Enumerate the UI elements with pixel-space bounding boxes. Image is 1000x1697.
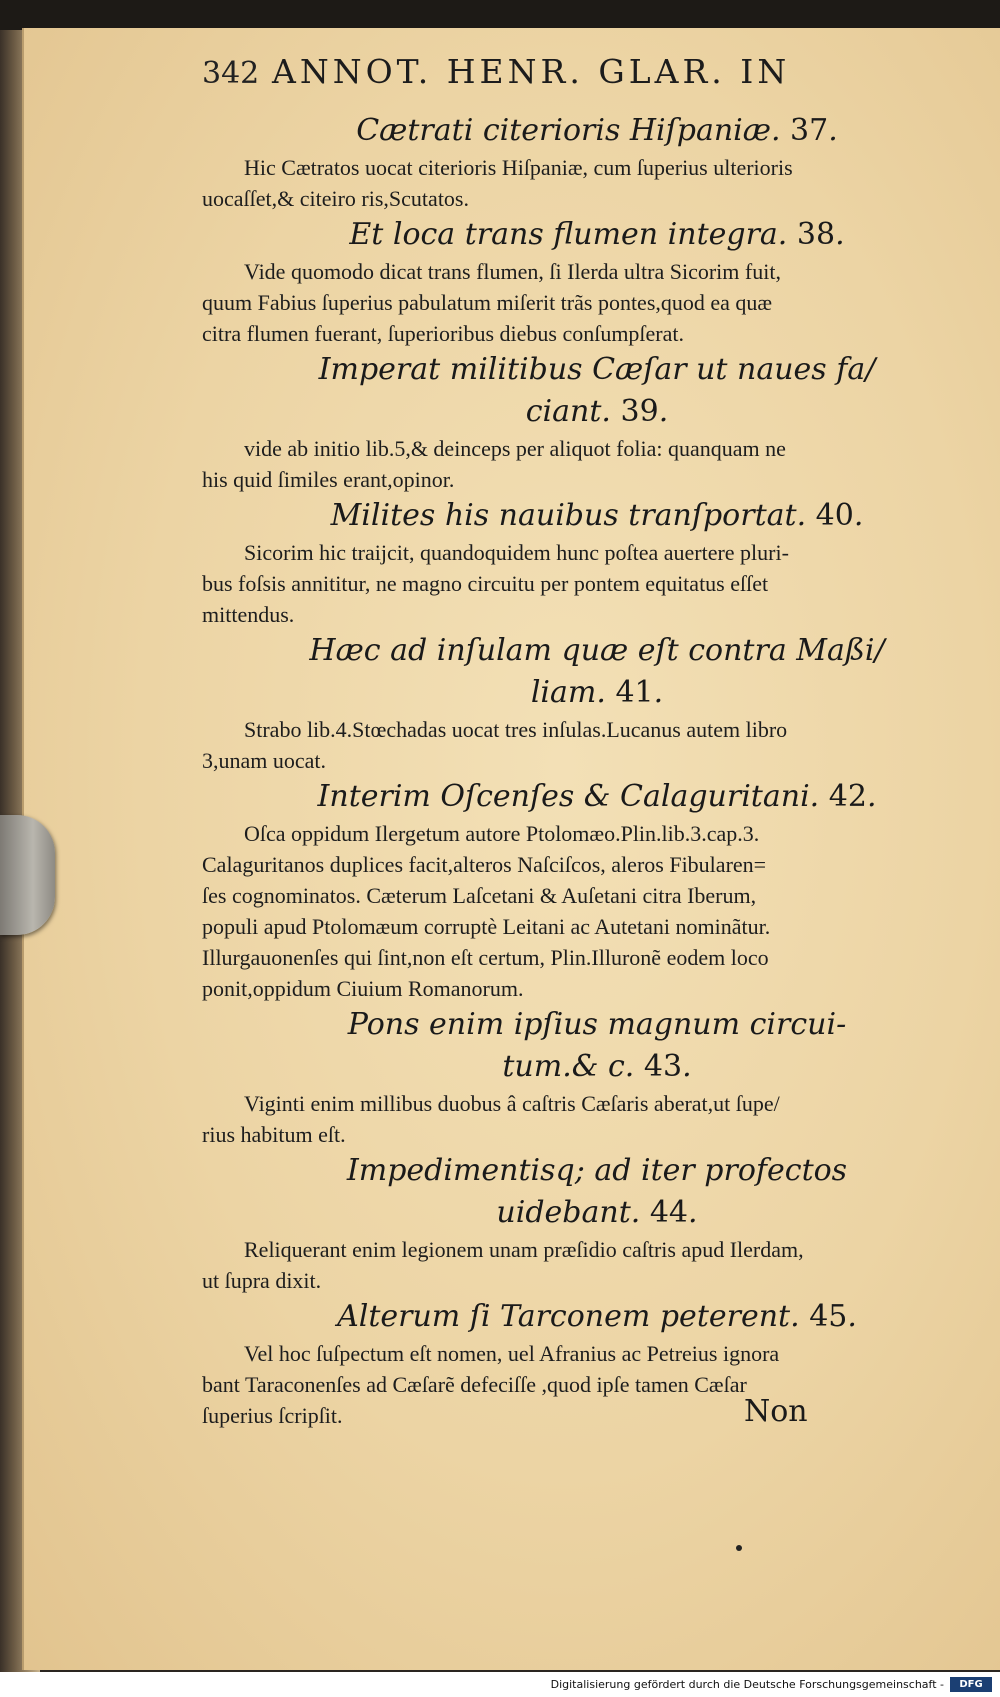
annotation-entry (202, 630, 992, 776)
text-line: his quid ſimiles erant,opinor. (202, 467, 455, 492)
text-line: Oſca oppidum Ilergetum autore Ptolomæo.Plin.lib.3.cap.3. (244, 821, 760, 846)
annotation-entry (202, 776, 992, 1004)
text-line: Vide quomodo dicat trans flumen, ſi Ilerda ultra Sicorim fuit, (244, 259, 781, 284)
annotation-number: 40 (815, 498, 854, 533)
annotation-entry (202, 110, 992, 214)
lemma-text: Et loca trans flumen integra. (349, 217, 788, 252)
annotation-text (202, 714, 992, 776)
text-line: mittendus. (202, 602, 295, 627)
lemma-text: tum.& c. (502, 1049, 635, 1084)
lemma-text: Pons enim ipſius magnum circui- (347, 1007, 847, 1042)
lemma-heading: Et loca trans flumen integra. 38. (349, 217, 845, 252)
folio-number: 342 (202, 56, 260, 91)
annotation-number: 42 (828, 779, 867, 814)
text-line: Hic Cætratos uocat citerioris Hiſpaniæ, cum ſuperius ulterioris (244, 155, 793, 180)
lemma-text: Interim Oſcenſes & Calaguritani. (317, 779, 820, 814)
text-line: vide ab initio lib.5,& deinceps per aliquot folia: quanquam ne (244, 436, 786, 461)
annotation-text (202, 1234, 992, 1296)
lemma-text: liam. (530, 675, 606, 710)
lemma-text: Alterum ſi Tarconem peterent. (337, 1299, 800, 1334)
lemma-text: Milites his nauibus tranſportat. (330, 498, 807, 533)
running-head: ANNOT. HENR. GLAR. IN (272, 52, 791, 91)
text-line: ſes cognominatos. Cæterum Laſcetani & Auſetani citra Iberum, (202, 883, 757, 908)
lemma-heading (202, 349, 992, 391)
lemma-heading (202, 1004, 992, 1046)
text-line: quum Fabius ſuperius pabulatum miſerit trãs pontes,quod ea quæ (202, 290, 773, 315)
text-line: ponit,oppidum Ciuium Romanorum. (202, 976, 524, 1001)
annotation-entry (202, 349, 992, 495)
lemma-text: Hæc ad inſulam quæ eſt contra Maßi/ (309, 633, 885, 668)
text-line: Calaguritanos duplices facit,alteros Naſciſcos, aleros Fibularen= (202, 852, 767, 877)
lemma-heading: tum.& c. 43. (502, 1049, 692, 1084)
annotation-text (202, 818, 992, 1004)
page-text-block (202, 52, 992, 1431)
lemma-text: uidebant. (496, 1195, 641, 1230)
annotation-number: 38 (796, 217, 836, 252)
text-line: 3,unam uocat. (202, 748, 327, 773)
text-line: Strabo lib.4.Stœchadas uocat tres inſulas.Lucanus autem libro (244, 717, 788, 742)
annotation-text (202, 1088, 992, 1150)
text-line: ſuperius ſcripſit. (202, 1403, 343, 1428)
annotation-list (202, 110, 992, 1431)
annotation-text (202, 152, 992, 214)
text-line: bus foſsis annititur, ne magno circuitu per pontem equitatus eſſet (202, 571, 769, 596)
book-page (22, 28, 1000, 1670)
text-line: rius habitum eſt. (202, 1122, 346, 1147)
ink-dot (736, 1545, 742, 1551)
catchword: Non (744, 1394, 808, 1429)
annotation-number: 44 (649, 1195, 689, 1230)
annotation-entry (202, 1004, 992, 1150)
annotation-number: 45 (809, 1299, 848, 1334)
lemma-heading: Cætrati citerioris Hiſpaniæ. 37. (356, 113, 838, 148)
scan-border-top (0, 0, 1000, 30)
lemma-heading (202, 1150, 992, 1192)
annotation-number: 41 (615, 675, 654, 710)
lemma-text: Impedimentisq; ad iter profectos (346, 1153, 848, 1188)
annotation-number: 39 (620, 394, 659, 429)
page-header (202, 52, 992, 110)
lemma-heading: ciant. 39. (525, 394, 669, 429)
text-line: ut ſupra dixit. (202, 1268, 322, 1293)
lemma-text: Cætrati citerioris Hiſpaniæ. (356, 113, 781, 148)
annotation-number: 37 (790, 113, 829, 148)
text-line: bant Taraconenſes ad Cæſarẽ defeciſſe ,quod ipſe tamen Cæſar (202, 1372, 747, 1397)
text-line: populi apud Ptolomæum corruptè Leitani ac Autetani nominãtur. (202, 914, 771, 939)
lemma-heading: liam. 41. (530, 675, 664, 710)
text-line: Viginti enim millibus duobus â caſtris Cæſaris aberat,ut ſupe/ (244, 1091, 780, 1116)
annotation-number: 43 (643, 1049, 683, 1084)
annotation-entry (202, 495, 992, 630)
annotation-text (202, 537, 992, 630)
text-line: Reliquerant enim legionem unam præſidio caſtris apud Ilerdam, (244, 1237, 804, 1262)
dfg-logo: DFG (950, 1677, 992, 1692)
text-line: Vel hoc ſuſpectum eſt nomen, uel Afranius ac Petreius ignora (244, 1341, 780, 1366)
digitization-credit: Digitalisierung gefördert durch die Deutsche Forschungsgemeinschaft - (550, 1678, 944, 1691)
book-clasp (0, 815, 55, 935)
text-line: uocaſſet,& citeiro ris,Scutatos. (202, 186, 469, 211)
lemma-text: ciant. (525, 394, 611, 429)
text-line: Sicorim hic traijcit, quandoquidem hunc poſtea auertere pluri- (244, 540, 789, 565)
lemma-heading: Interim Oſcenſes & Calaguritani. 42. (317, 779, 877, 814)
annotation-entry (202, 214, 992, 349)
lemma-text: Imperat militibus Cæſar ut naues fa/ (318, 352, 876, 387)
annotation-entry (202, 1150, 992, 1296)
annotation-text (202, 433, 992, 495)
lemma-heading: uidebant. 44. (496, 1195, 698, 1230)
lemma-heading: Alterum ſi Tarconem peterent. 45. (337, 1299, 857, 1334)
lemma-heading: Milites his nauibus tranſportat. 40. (330, 498, 864, 533)
text-line: citra flumen fuerant, ſuperioribus diebus conſumpſerat. (202, 321, 685, 346)
lemma-heading (202, 630, 992, 672)
annotation-text (202, 256, 992, 349)
text-line: Illurgauonenſes qui ſint,non eſt certum, Plin.Illuronẽ eodem loco (202, 945, 769, 970)
annotation-entry (202, 1296, 992, 1431)
annotation-text (202, 1338, 992, 1431)
